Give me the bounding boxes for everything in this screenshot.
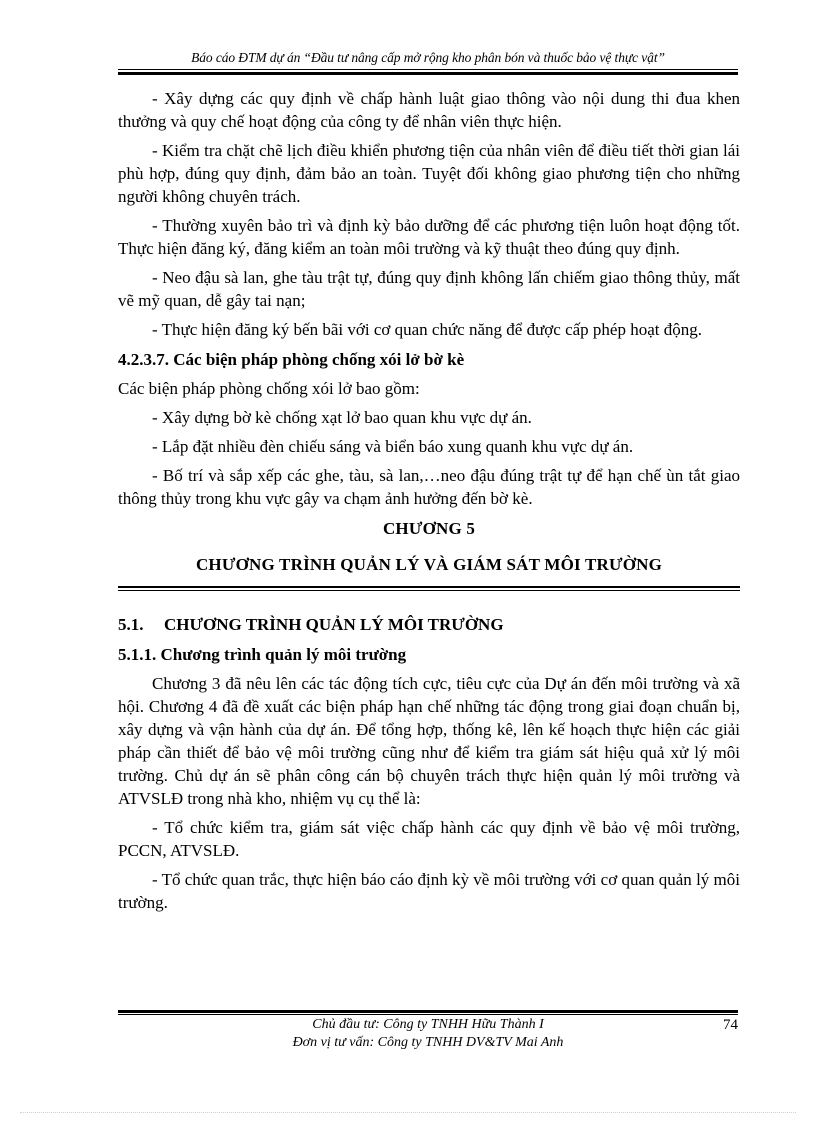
bullet-paragraph: - Lắp đặt nhiều đèn chiếu sáng và biển báo xung quanh khu vực dự án.	[152, 437, 634, 456]
intro-paragraph: Các biện pháp phòng chống xói lở bao gồm:	[118, 379, 420, 398]
header-rule-thick	[118, 72, 738, 75]
body-paragraph: Chương 3 đã nêu lên các tác động tích cực, tiêu cực của Dự án đến môi trường và xã hội. Chương 4 đã đề xuất các biện pháp hạn chế những tác động trong giai đoạn chuẩn bị, xây dựng và vận hành của dự án. Để tổng hợp, thống kê, lên kế hoạch thực hiện các giải pháp cần thiết để bảo vệ môi trường cũng như để kiểm tra giám sát hiệu quả xử lý môi trường. Chủ dự án sẽ phân công cán bộ chuyên trách thực hiện quản lý môi trường và ATVSLĐ trong nhà kho, nhiệm vụ cụ thể là:	[118, 674, 740, 808]
page-body	[118, 87, 740, 914]
subsection-heading: 5.1.1. Chương trình quản lý môi trường	[118, 645, 407, 664]
running-header: Báo cáo ĐTM dự án “Đầu tư nâng cấp mở rộng kho phân bón và thuốc bảo vệ thực vật”	[191, 50, 665, 65]
chapter-title: CHƯƠNG TRÌNH QUẢN LÝ VÀ GIÁM SÁT MÔI TRƯỜNG	[195, 555, 663, 574]
bullet-paragraph: - Thực hiện đăng ký bến bãi với cơ quan chức năng để được cấp phép hoạt động.	[152, 320, 702, 339]
bullet-paragraph: - Tổ chức kiểm tra, giám sát việc chấp hành các quy định về bảo vệ môi trường, PCCN, ATVSLĐ.	[118, 818, 740, 860]
chapter-label: CHƯƠNG 5	[382, 519, 476, 538]
header-rule-thin	[118, 69, 738, 70]
footer-owner: Chủ đầu tư: Công ty TNHH Hữu Thành I	[312, 1017, 544, 1032]
footer-rule-thin	[118, 1014, 738, 1015]
page-edge-dotted-line	[20, 1112, 796, 1113]
chapter-rule	[118, 586, 740, 591]
bullet-paragraph: - Neo đậu sà lan, ghe tàu trật tự, đúng quy định không lấn chiếm giao thông thủy, mất vẽ mỹ quan, dễ gây tai nạn;	[118, 268, 740, 310]
bullet-paragraph: - Bố trí và sắp xếp các ghe, tàu, sà lan,…neo đậu đúng trật tự để hạn chế ùn tắt giao thông thủy trong khu vực gây va chạm ảnh hưởng đến bờ kè.	[118, 466, 740, 508]
footer-consultant: Đơn vị tư vấn: Công ty TNHH DV&TV Mai Anh	[292, 1035, 564, 1050]
section-number: 5.1.	[118, 615, 144, 634]
bullet-paragraph: - Kiểm tra chặt chẽ lịch điều khiển phương tiện của nhân viên để điều tiết thời gian lái phù hợp, đúng quy định, đảm bảo an toàn. Tuyệt đối không giao phương tiện cho những người không chuyên trách.	[118, 141, 740, 206]
bullet-paragraph: - Xây dựng bờ kè chống xạt lở bao quan khu vực dự án.	[152, 408, 532, 427]
bullet-paragraph: - Thường xuyên bảo trì và định kỳ bảo dưỡng để các phương tiện luôn hoạt động tốt. Thực hiện đăng ký, đăng kiểm an toàn môi trường và kỹ thuật theo đúng quy định.	[118, 216, 740, 258]
section-title: CHƯƠNG TRÌNH QUẢN LÝ MÔI TRƯỜNG	[164, 615, 504, 634]
section-heading	[118, 613, 740, 637]
page-footer	[118, 1016, 738, 1052]
footer-rule-thick	[118, 1010, 738, 1013]
subheading-4-2-3-7: 4.2.3.7. Các biện pháp phòng chống xói lở bờ kè	[118, 350, 465, 369]
bullet-paragraph: - Xây dựng các quy định về chấp hành luật giao thông vào nội dung thi đua khen thưởng và quy chế hoạt động của công ty để nhân viên thực hiện.	[118, 89, 740, 131]
page-number: 74	[723, 1017, 738, 1033]
bullet-paragraph: - Tổ chức quan trắc, thực hiện báo cáo định kỳ về môi trường với cơ quan quản lý môi trường.	[118, 870, 740, 912]
